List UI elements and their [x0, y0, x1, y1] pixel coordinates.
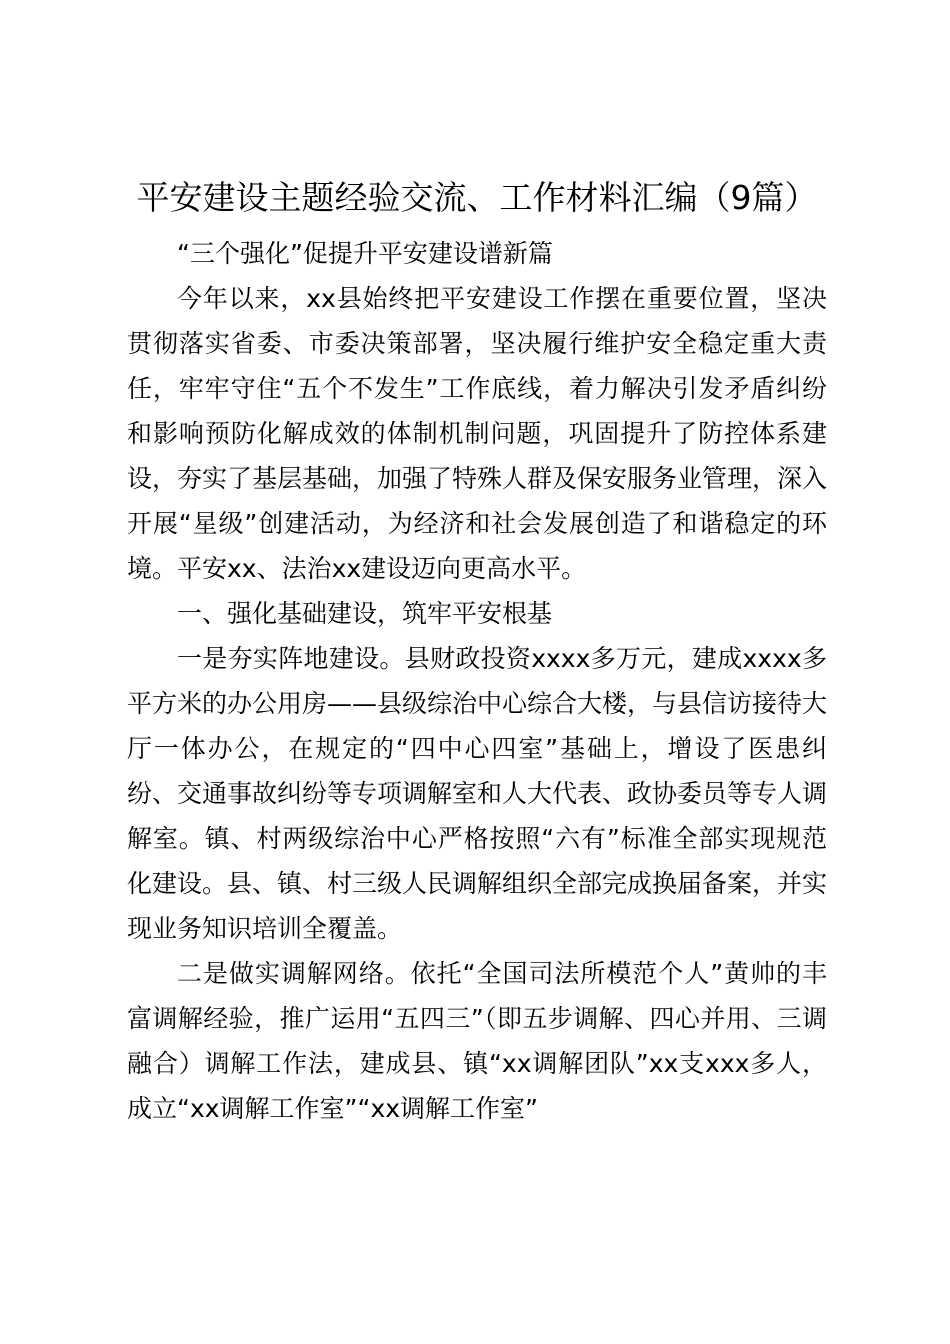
body-paragraph-2: 二是做实调解网络。依托“全国司法所模范个人”黄帅的丰富调解经验，推广运用“五四三”（即五步调解、四心并用、三调融合）调解工作法，建成县、镇“xx调解团队”xx支xxx多人，成立“xx调解工作室”“xx调解工作室”: [127, 959, 827, 1123]
document-title: 平安建设主题经验交流、工作材料汇编（9篇）: [136, 178, 818, 217]
body-paragraph-1: 一是夯实阵地建设。县财政投资xxxx多万元，建成xxxx多平方米的办公用房——县级综治中心综合大楼，与县信访接待大厅一体办公，在规定的“四中心四室”基础上，增设了医患纠纷、交通事故纠纷等专项调解室和人大代表、政协委员等专人调解室。镇、村两级综治中心严格按照“六有”标准全部实现规范化建设。县、镇、村三级人民调解组织全部完成换届备案，并实现业务知识培训全覆盖。: [127, 644, 828, 943]
article-subtitle: “三个强化”促提升平安建设谱新篇: [177, 239, 553, 268]
section-heading-1: 一、强化基础建设，筑牢平安根基: [177, 599, 553, 628]
intro-paragraph: 今年以来，xx县始终把平安建设工作摆在重要位置，坚决贯彻落实省委、市委决策部署，坚决履行维护安全稳定重大责任，牢牢守住“五个不发生”工作底线，着力解决引发矛盾纠纷和影响预防化解成效的体制机制问题，巩固提升了防控体系建设，夯实了基层基础，加强了特殊人群及保安服务业管理，深入开展“星级”创建活动，为经济和社会发展创造了和谐稳定的环境。平安xx、法治xx建设迈向更高水平。: [127, 284, 828, 583]
document-body: [127, 172, 827, 1131]
